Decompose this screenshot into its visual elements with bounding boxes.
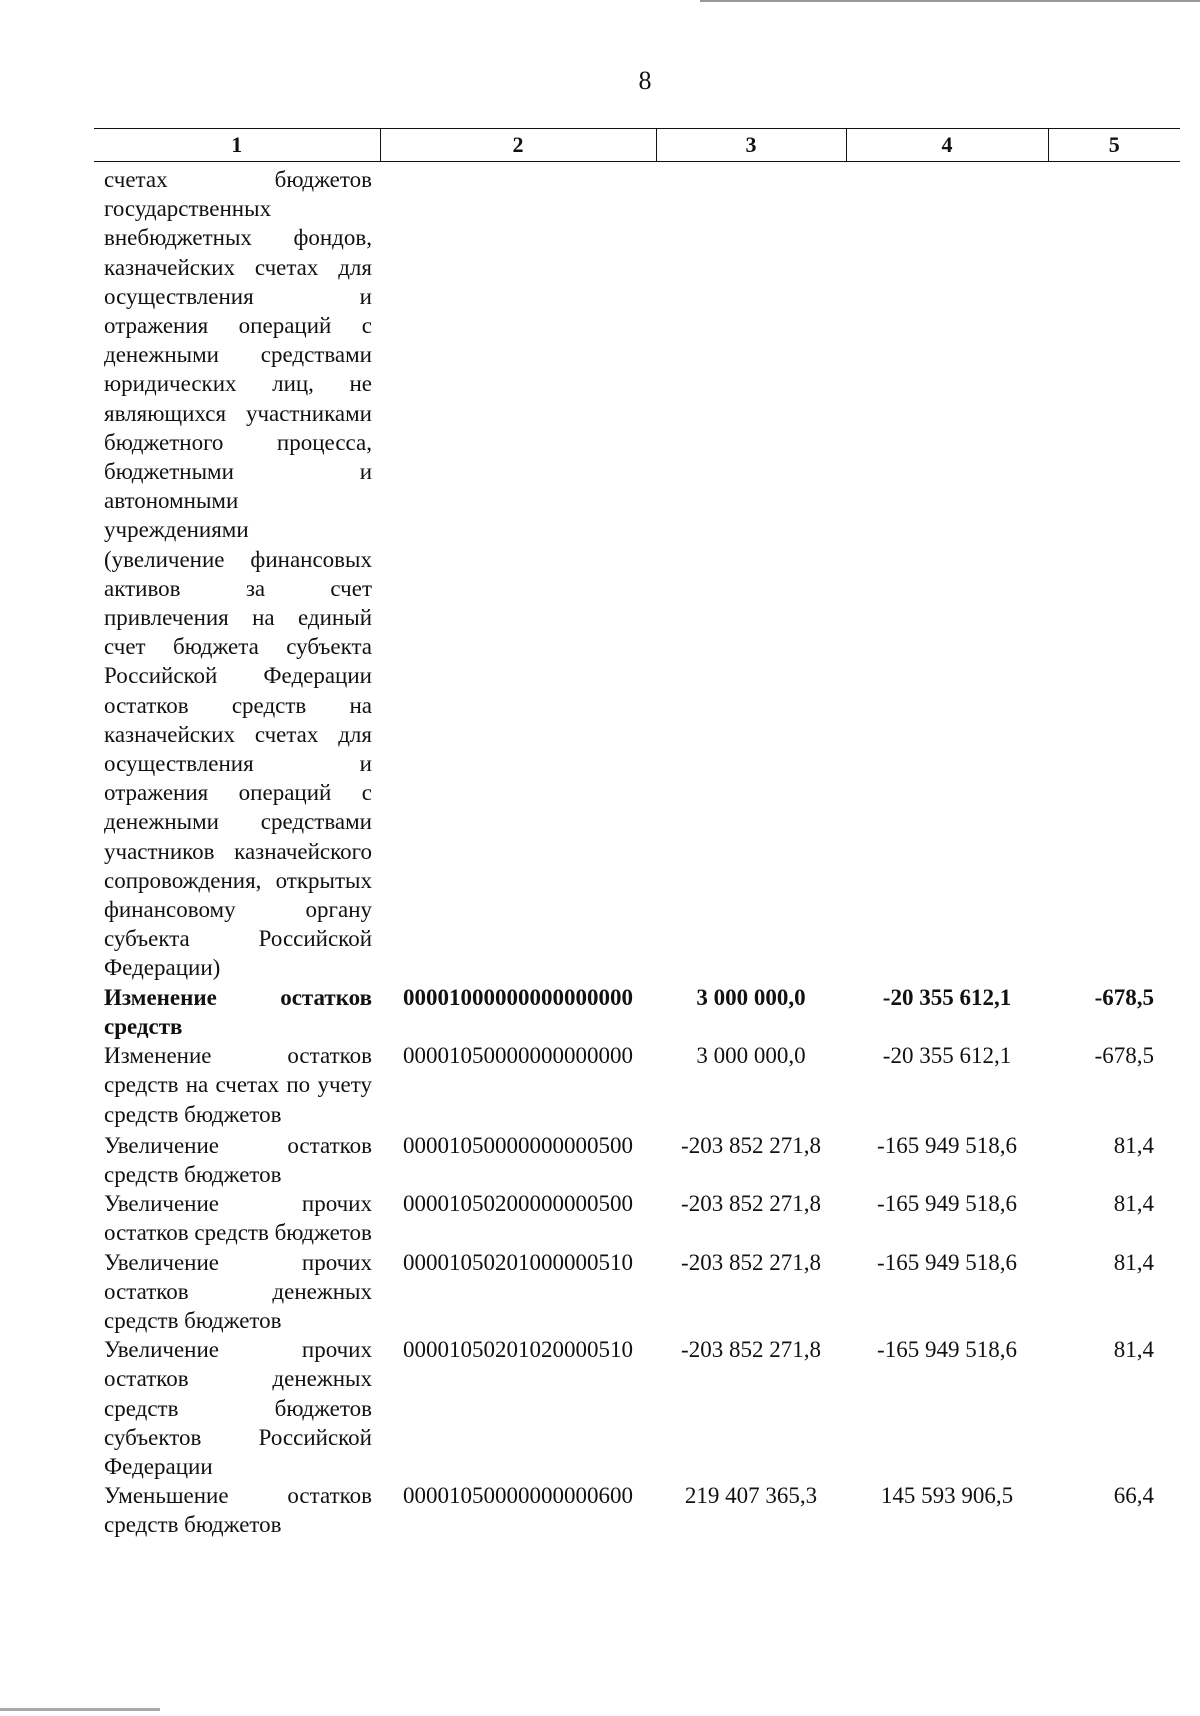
row-code: 00001050000000000500 <box>403 1132 633 1158</box>
row-code <box>380 162 656 983</box>
row-name: Изменение остатков средств на счетах по учету средств бюджетов <box>104 1043 372 1127</box>
row-name: Изменение остатков средств <box>104 984 372 1039</box>
scan-bottom-edge-line <box>0 1708 160 1711</box>
row-col5: -678,5 <box>1094 984 1154 1010</box>
header-col-3: 3 <box>656 129 846 162</box>
header-col-5: 5 <box>1048 129 1180 162</box>
row-code: 00001050201000000510 <box>403 1249 633 1275</box>
row-col4 <box>846 162 1048 983</box>
row-col4: -165 949 518,6 <box>877 1132 1017 1158</box>
row-col3: -203 852 271,8 <box>681 1249 821 1275</box>
row-code: 00001050000000000000 <box>403 1043 633 1069</box>
row-col5: 66,4 <box>1113 1483 1154 1509</box>
row-col3: 219 407 365,3 <box>684 1483 818 1509</box>
page-number: 8 <box>638 66 652 95</box>
table-header <box>94 129 1180 162</box>
table-row <box>94 1041 1180 1129</box>
row-col4: -20 355 612,1 <box>882 984 1012 1010</box>
row-code: 00001000000000000000 <box>403 984 633 1010</box>
row-col4: -165 949 518,6 <box>877 1191 1017 1217</box>
row-col5: 81,4 <box>1113 1132 1154 1158</box>
row-col4: -165 949 518,6 <box>877 1249 1017 1275</box>
row-col5: 81,4 <box>1113 1337 1154 1363</box>
row-name: Увеличение прочих остатков средств бюджетов <box>104 1191 372 1246</box>
row-code: 00001050200000000500 <box>403 1191 633 1217</box>
row-col5 <box>1048 162 1180 983</box>
row-col5: 81,4 <box>1113 1249 1154 1275</box>
row-name: Увеличение прочих остатков денежных средств бюджетов <box>104 1249 372 1333</box>
scan-top-edge-line <box>700 0 1200 2</box>
table-body <box>94 162 1180 1540</box>
row-code: 00001050000000000600 <box>403 1483 633 1509</box>
table-row <box>94 983 1180 1041</box>
row-col4: -165 949 518,6 <box>877 1337 1017 1363</box>
row-col3: 3 000 000,0 <box>696 1043 806 1069</box>
row-name: счетах бюджетов государственных внебюджетных фондов, казначейских счетах для осуществления и отражения операций с денежными средствами юридических лиц, не являющихся участниками бюджетного процесса, бюджетными и автономными учреждениями (увеличение финансовых активов за счет привлечения на единый счет бюджета субъекта Российской Федерации остатков средств на казначейских счетах для осуществления и отражения операций с денежными средствами участников казначейского сопровождения, открытых финансовому органу субъекта Российской Федерации) <box>104 167 372 981</box>
header-col-1: 1 <box>94 129 380 162</box>
budget-sources-table <box>94 128 1180 1540</box>
row-col5: -678,5 <box>1094 1043 1154 1069</box>
row-col3: -203 852 271,8 <box>681 1191 821 1217</box>
row-col3: -203 852 271,8 <box>681 1132 821 1158</box>
table-row <box>94 162 1180 983</box>
header-row <box>94 129 1180 162</box>
table-row <box>94 1189 1180 1247</box>
row-code: 00001050201020000510 <box>403 1337 633 1363</box>
row-col3: 3 000 000,0 <box>696 984 806 1010</box>
row-name: Уменьшение остатков средств бюджетов <box>104 1483 372 1538</box>
row-col5: 81,4 <box>1113 1191 1154 1217</box>
row-col4: -20 355 612,1 <box>882 1043 1012 1069</box>
row-name: Увеличение прочих остатков денежных средств бюджетов субъектов Российской Федерации <box>104 1337 372 1479</box>
header-col-4: 4 <box>846 129 1048 162</box>
row-col3 <box>656 162 846 983</box>
row-col4: 145 593 906,5 <box>880 1483 1014 1509</box>
header-col-2: 2 <box>380 129 656 162</box>
table-row <box>94 1129 1180 1189</box>
row-name: Увеличение остатков средств бюджетов <box>104 1132 372 1187</box>
row-col3: -203 852 271,8 <box>681 1337 821 1363</box>
table-row <box>94 1481 1180 1539</box>
table-row <box>94 1335 1180 1481</box>
table-row <box>94 1248 1180 1336</box>
